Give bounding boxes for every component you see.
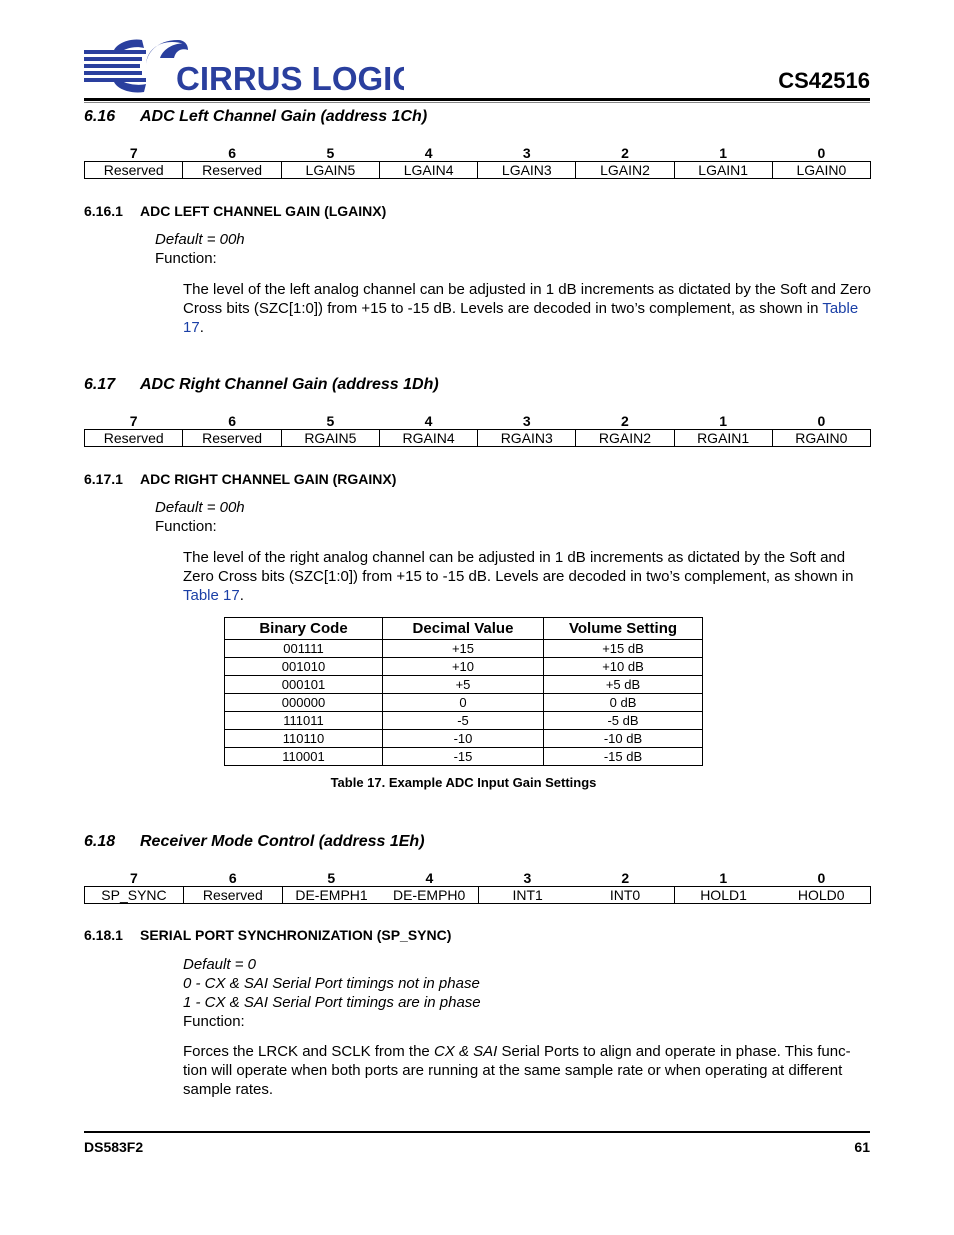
section-6-18-heading: 6.18 Receiver Mode Control (address 1Eh) <box>84 833 425 850</box>
brand-wordmark: CIRRUS LOGIC <box>176 60 404 97</box>
document-number: DS583F2 <box>84 1139 144 1155</box>
register-fields: Reserved Reserved RGAIN5 RGAIN4 RGAIN3 RGAIN2 RGAIN1 RGAIN0 <box>85 430 871 447</box>
section-6-17-heading: 6.17 ADC Right Channel Gain (address 1Dh) <box>84 376 439 393</box>
option-0: 0 - CX & SAI Serial Port timings not in phase <box>183 975 480 992</box>
header-rule <box>84 98 870 101</box>
register-bit-numbers: 7 6 5 4 3 2 1 0 <box>129 144 826 161</box>
register-1d-table <box>84 412 871 447</box>
subsection-6-17-1-heading: 6.17.1 ADC RIGHT CHANNEL GAIN (RGAINX) <box>84 471 397 487</box>
section-6-16-heading: 6.16 ADC Left Channel Gain (address 1Ch) <box>84 108 428 125</box>
part-number: CS42516 <box>778 68 870 93</box>
register-bit-numbers: 7 6 5 4 3 2 1 0 <box>129 412 826 429</box>
register-1c-table <box>84 144 871 179</box>
table-row: 110110 -10 -10 dB <box>225 730 703 748</box>
table-header-row: Binary Code Decimal Value Volume Setting <box>225 618 703 640</box>
subsection-6-16-1-heading: 6.16.1 ADC LEFT CHANNEL GAIN (LGAINX) <box>84 203 387 219</box>
register-bit-numbers: 7 6 5 4 3 2 1 0 <box>130 869 826 886</box>
option-1: 1 - CX & SAI Serial Port timings are in phase <box>183 994 481 1011</box>
function-description: The level of the left analog channel can be adjusted in 1 dB increments as dictated by the Soft and Zero Cross bits (SZC[1:0]) from +15 to -15 dB. Levels are decoded in two’s complement, as shown in Table 17. <box>183 281 871 336</box>
register-fields: Reserved Reserved LGAIN5 LGAIN4 LGAIN3 LGAIN2 LGAIN1 LGAIN0 <box>85 162 871 179</box>
table-17-gain-settings <box>224 617 703 766</box>
function-label: Function: <box>183 1013 245 1030</box>
table-row: 001010 +10 +10 dB <box>225 658 703 676</box>
table-row: 110001 -15 -15 dB <box>225 748 703 766</box>
table-17-caption: Table 17. Example ADC Input Gain Settings <box>330 775 597 790</box>
table-17-link[interactable]: Table 17 <box>183 587 240 604</box>
register-fields: SP_SYNC Reserved DE-EMPH1 DE-EMPH0 INT1 INT0 HOLD1 HOLD0 <box>85 887 871 904</box>
table-row: 111011 -5 -5 dB <box>225 712 703 730</box>
function-description: The level of the right analog channel can be adjusted in 1 dB increments as dictated by the Soft and Zero Cross bits (SZC[1:0]) from +15 to -15 dB. Levels are decoded in two’s complement, as shown in Table 17. <box>183 549 854 604</box>
footer-rule <box>84 1131 870 1133</box>
function-label: Function: <box>155 250 217 267</box>
table-row: 001111 +15 +15 dB <box>225 640 703 658</box>
table-row: 000000 0 0 dB <box>225 694 703 712</box>
function-label: Function: <box>155 518 217 535</box>
header-rule-thin <box>84 102 870 103</box>
cirrus-logic-logo <box>84 38 404 98</box>
register-1e-table <box>84 869 871 904</box>
function-description: Forces the LRCK and SCLK from the CX & SAI Serial Ports to align and operate in phase. This func-tion will operate when both ports are running at the same sample rate or when operating at different sample rates. <box>183 1043 851 1098</box>
table-row: 000101 +5 +5 dB <box>225 676 703 694</box>
page-number: 61 <box>854 1139 870 1155</box>
subsection-6-18-1-heading: 6.18.1 SERIAL PORT SYNCHRONIZATION (SP_SYNC) <box>84 927 452 943</box>
default-value: Default = 00h <box>155 499 245 516</box>
default-value: Default = 0 <box>183 956 256 973</box>
table-17-link[interactable]: Table 17 <box>183 300 859 336</box>
default-value: Default = 00h <box>155 231 245 248</box>
